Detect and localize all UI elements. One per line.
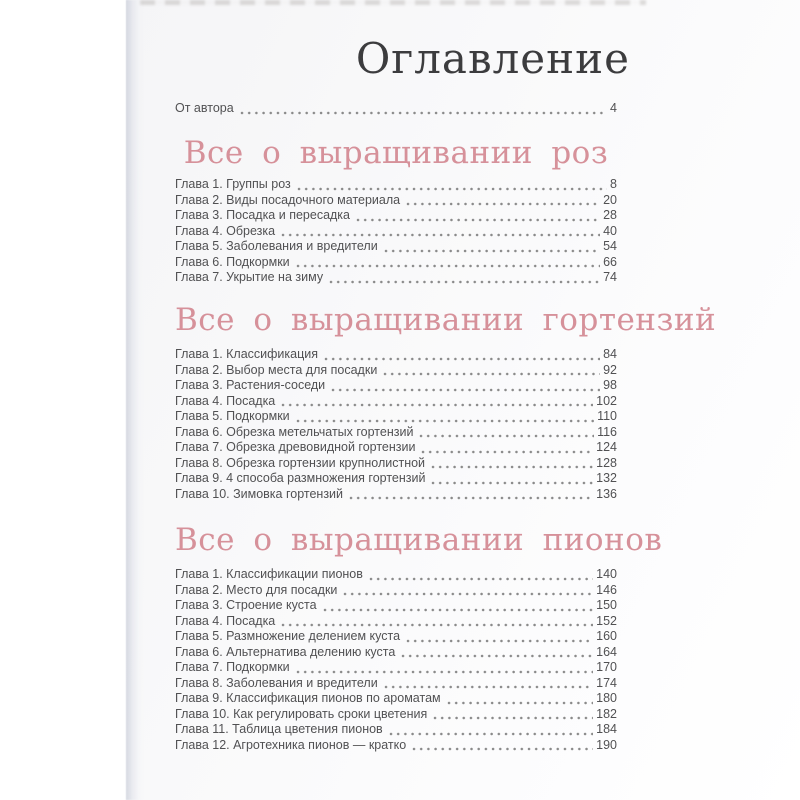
dot-leader bbox=[384, 239, 600, 255]
dot-leader bbox=[433, 707, 593, 723]
book-page bbox=[126, 0, 800, 800]
dot-leader bbox=[323, 598, 594, 614]
toc-entry-page: 98 bbox=[603, 378, 617, 392]
toc-entry-label: Глава 5. Размножение делением куста bbox=[175, 629, 401, 643]
toc-entry bbox=[175, 224, 617, 240]
dot-leader bbox=[389, 722, 593, 738]
toc-entry-label: Глава 10. Зимовка гортензий bbox=[175, 486, 344, 501]
toc-entry-page: 92 bbox=[603, 362, 617, 377]
page-left-edge bbox=[126, 0, 144, 800]
section-heading: Все о выращивании роз bbox=[183, 135, 609, 171]
toc-entry-label: Глава 5. Заболевания и вредители bbox=[175, 239, 378, 253]
toc-entry-page: 150 bbox=[596, 598, 617, 612]
toc-entry-label: Глава 7. Подкормки bbox=[175, 660, 290, 674]
toc-entry bbox=[175, 239, 617, 255]
toc-entry bbox=[175, 487, 617, 503]
toc-entry-page: 66 bbox=[603, 254, 617, 269]
toc-entry-page: 110 bbox=[597, 409, 617, 423]
toc-entry-label: Глава 10. Как регулировать сроки цветения bbox=[175, 706, 428, 721]
toc-entry-page: 140 bbox=[596, 567, 617, 581]
toc-entry-label: Глава 12. Агротехника пионов — кратко bbox=[175, 737, 407, 752]
toc-entry-label: Глава 1. Группы роз bbox=[175, 177, 291, 191]
dot-leader bbox=[281, 614, 593, 630]
toc-entry bbox=[175, 738, 617, 754]
toc-entry-label: Глава 1. Классификации пионов bbox=[175, 567, 363, 581]
dot-leader bbox=[331, 378, 600, 394]
toc-entry bbox=[175, 208, 617, 224]
section-hydrangeas bbox=[175, 302, 717, 502]
dot-leader bbox=[329, 270, 600, 286]
dot-leader bbox=[281, 224, 600, 240]
dot-leader bbox=[384, 676, 593, 692]
dot-leader bbox=[431, 456, 593, 472]
dot-leader bbox=[412, 738, 593, 754]
front-matter-page: 4 bbox=[610, 101, 617, 115]
toc-list bbox=[175, 567, 617, 753]
toc-entry-page: 74 bbox=[603, 270, 617, 284]
toc-entry bbox=[175, 676, 617, 692]
toc-entry bbox=[175, 378, 617, 394]
toc-entry bbox=[175, 440, 617, 456]
toc-entry-label: Глава 2. Выбор места для посадки bbox=[175, 362, 378, 377]
toc-entry bbox=[175, 270, 617, 286]
toc-entry-label: Глава 11. Таблица цветения пионов bbox=[175, 722, 383, 736]
toc-entry bbox=[175, 409, 617, 425]
toc-entry-label: Глава 1. Классификация bbox=[175, 347, 319, 361]
toc-entry bbox=[175, 363, 617, 379]
dot-leader bbox=[406, 193, 600, 209]
dot-leader bbox=[240, 101, 607, 117]
toc-entry bbox=[175, 722, 617, 738]
dot-leader bbox=[369, 567, 593, 583]
toc-entry-label: Глава 4. Посадка bbox=[175, 613, 276, 628]
toc-entry bbox=[175, 614, 617, 630]
toc-entry-page: 152 bbox=[596, 613, 617, 628]
toc-entry-label: Глава 8. Обрезка гортензии крупнолистной bbox=[175, 455, 426, 470]
dot-leader bbox=[281, 394, 593, 410]
toc-list bbox=[175, 177, 617, 286]
toc-entry-page: 116 bbox=[597, 424, 617, 439]
dot-leader bbox=[401, 645, 593, 661]
toc-entry bbox=[175, 456, 617, 472]
dot-leader bbox=[447, 691, 594, 707]
toc-entry-page: 164 bbox=[596, 644, 617, 659]
toc-entry bbox=[175, 471, 617, 487]
toc-entry-page: 28 bbox=[603, 208, 617, 222]
toc-entry-page: 174 bbox=[596, 675, 617, 690]
toc-entry-label: Глава 4. Посадка bbox=[175, 393, 276, 408]
toc-entry bbox=[175, 598, 617, 614]
toc-entry bbox=[175, 394, 617, 410]
dot-leader bbox=[324, 347, 600, 363]
toc-entry-page: 54 bbox=[603, 239, 617, 253]
page-title: Оглавление bbox=[355, 34, 630, 83]
toc-entry-label: Глава 9. Классификация пионов по ароматам bbox=[175, 691, 441, 705]
toc-entry-label: Глава 2. Виды посадочного материала bbox=[175, 192, 401, 207]
toc-entry-label: Глава 4. Обрезка bbox=[175, 223, 276, 238]
toc-entry-label: Глава 6. Подкормки bbox=[175, 254, 290, 269]
toc-entry-label: Глава 8. Заболевания и вредители bbox=[175, 675, 378, 690]
toc-entry-page: 190 bbox=[596, 737, 617, 752]
front-matter-label: От автора bbox=[175, 101, 234, 115]
toc-entry bbox=[175, 660, 617, 676]
dot-leader bbox=[296, 409, 594, 425]
toc-entry-page: 170 bbox=[596, 660, 617, 674]
toc-entry-page: 182 bbox=[596, 706, 617, 721]
dot-leader bbox=[296, 660, 593, 676]
top-crop-artifact bbox=[140, 0, 646, 5]
dot-leader bbox=[349, 487, 593, 503]
section-peonies bbox=[175, 522, 663, 753]
toc-entry-label: Глава 2. Место для посадки bbox=[175, 582, 338, 597]
toc-entry-page: 8 bbox=[610, 177, 617, 191]
toc-entry-page: 40 bbox=[603, 223, 617, 238]
toc-entry bbox=[175, 255, 617, 271]
toc-entry-label: Глава 9. 4 способа размножения гортензий bbox=[175, 471, 426, 485]
toc-entry-page: 146 bbox=[596, 582, 617, 597]
toc-entry-page: 180 bbox=[596, 691, 617, 705]
toc-entry bbox=[175, 691, 617, 707]
toc-entry-label: Глава 6. Обрезка метельчатых гортензий bbox=[175, 424, 414, 439]
section-heading: Все о выращивании гортензий bbox=[175, 302, 717, 338]
dot-leader bbox=[383, 363, 600, 379]
toc-entry bbox=[175, 645, 617, 661]
toc-entry bbox=[175, 707, 617, 723]
dot-leader bbox=[406, 629, 593, 645]
toc-entry bbox=[175, 567, 617, 583]
toc-entry bbox=[175, 193, 617, 209]
section-roses bbox=[175, 135, 617, 286]
toc-entry-page: 124 bbox=[596, 440, 617, 454]
toc-entry-page: 128 bbox=[596, 455, 617, 470]
toc-entry-label: Глава 7. Обрезка древовидной гортензии bbox=[175, 440, 416, 454]
toc-entry-label: Глава 3. Строение куста bbox=[175, 598, 317, 612]
dot-leader bbox=[431, 471, 593, 487]
dot-leader bbox=[297, 177, 607, 193]
toc-entry bbox=[175, 629, 617, 645]
toc-entry-label: Глава 3. Растения-соседи bbox=[175, 378, 326, 392]
toc-entry-page: 160 bbox=[596, 629, 617, 643]
toc-entry-page: 136 bbox=[596, 486, 617, 501]
toc-entry-label: Глава 5. Подкормки bbox=[175, 409, 290, 423]
dot-leader bbox=[296, 255, 600, 271]
toc-entry bbox=[175, 177, 617, 193]
toc-entry-label: Глава 7. Укрытие на зиму bbox=[175, 270, 324, 284]
dot-leader bbox=[343, 583, 593, 599]
toc-list bbox=[175, 347, 617, 502]
toc-entry-page: 102 bbox=[596, 393, 617, 408]
front-matter-row bbox=[175, 101, 617, 117]
toc-entry bbox=[175, 347, 617, 363]
dot-leader bbox=[421, 440, 593, 456]
dot-leader bbox=[419, 425, 594, 441]
toc-entry bbox=[175, 425, 617, 441]
section-heading: Все о выращивании пионов bbox=[175, 522, 663, 558]
dot-leader bbox=[356, 208, 600, 224]
toc-entry-page: 84 bbox=[603, 347, 617, 361]
toc-entry-page: 184 bbox=[596, 722, 617, 736]
toc-entry-label: Глава 6. Альтернатива делению куста bbox=[175, 644, 396, 659]
toc-entry-label: Глава 3. Посадка и пересадка bbox=[175, 208, 351, 222]
toc-entry-page: 20 bbox=[603, 192, 617, 207]
toc-entry bbox=[175, 583, 617, 599]
toc-entry-page: 132 bbox=[596, 471, 617, 485]
